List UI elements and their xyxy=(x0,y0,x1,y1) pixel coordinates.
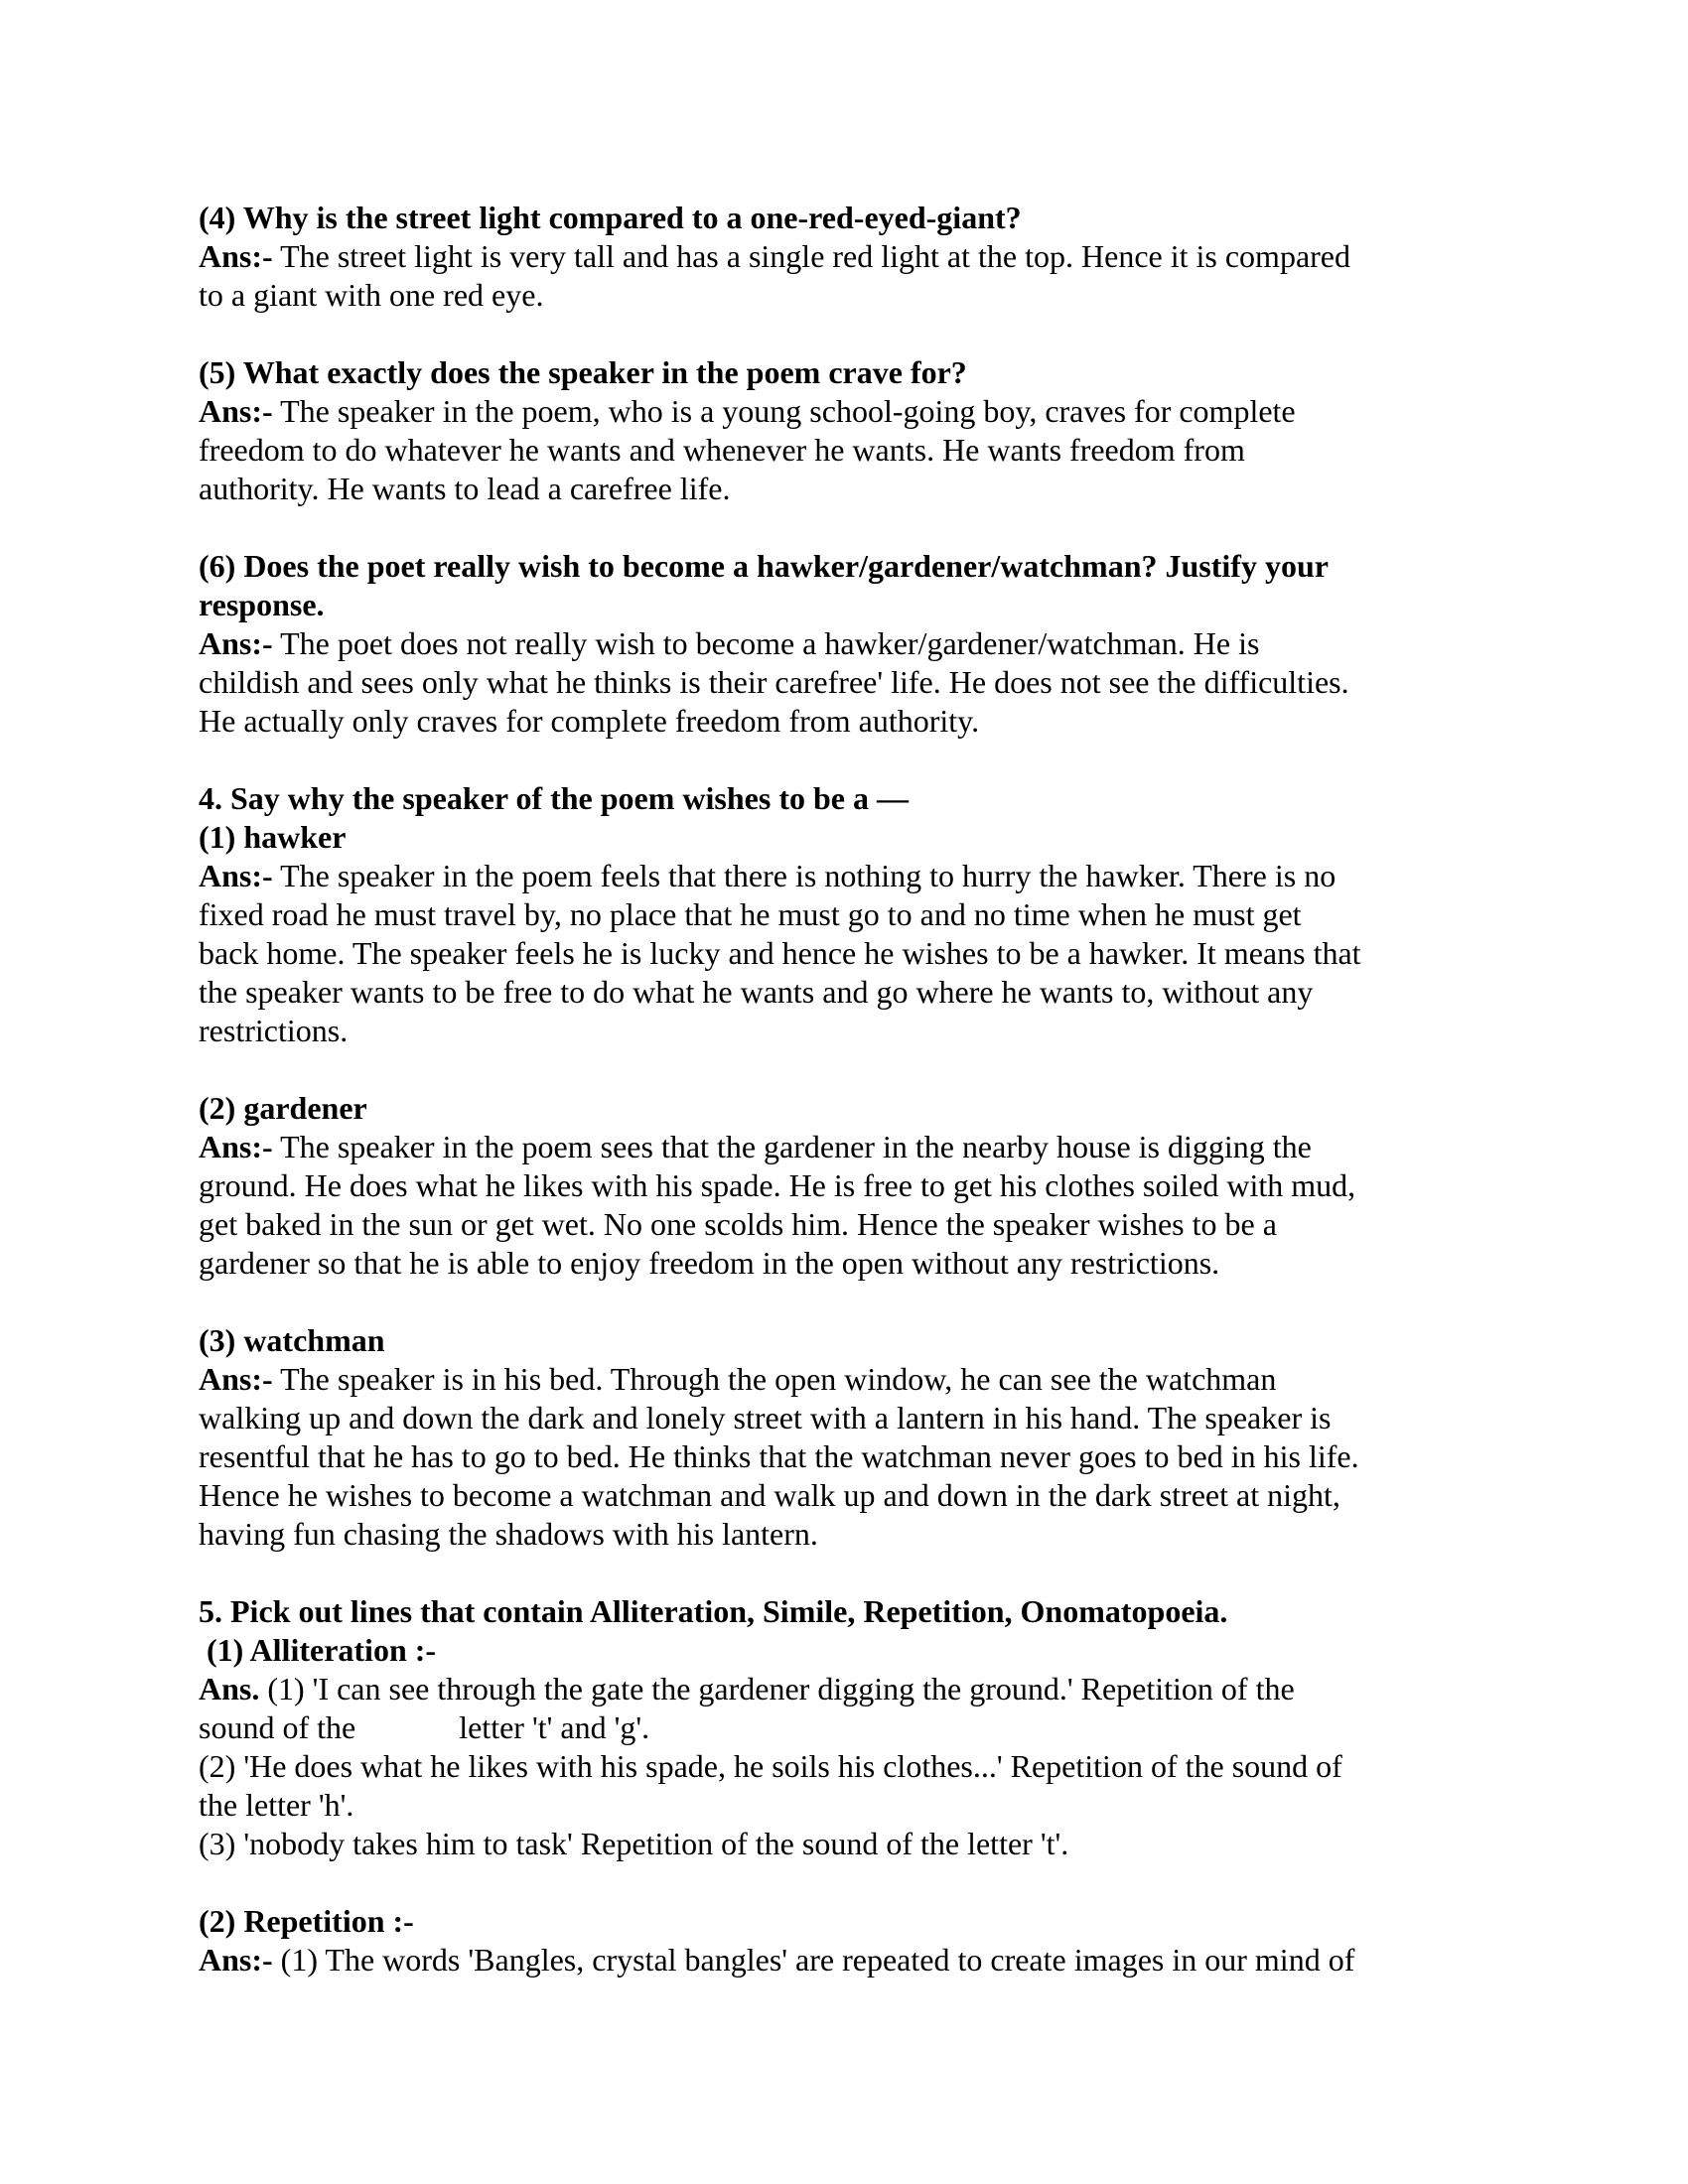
answer-line: gardener so that he is able to enjoy freedom in the open without any restrictions. xyxy=(199,1245,1220,1281)
answer-prefix: Ans:- xyxy=(199,1129,273,1164)
answer-line: Ans. (1) 'I can see through the gate the gardener digging the ground.' Repetition of the xyxy=(199,1671,1295,1706)
answer-line: Ans:- The speaker in the poem sees that the gardener in the nearby house is digging the xyxy=(199,1129,1312,1164)
answer-line: sound of the letter 't' and 'g'. xyxy=(199,1709,650,1745)
blank-line xyxy=(199,508,1549,547)
answer-prefix: Ans. xyxy=(199,1671,260,1706)
answer-line: (3) 'nobody takes him to task' Repetition of the sound of the letter 't'. xyxy=(199,1826,1069,1861)
answer-line: ground. He does what he likes with his spade. He is free to get his clothes soiled with mud, xyxy=(199,1167,1356,1203)
blank-line xyxy=(199,1050,1549,1089)
heading-line: (1) Alliteration :- xyxy=(199,1632,437,1668)
blank-line xyxy=(199,1554,1549,1592)
heading-line: 5. Pick out lines that contain Alliteration, Simile, Repetition, Onomatopoeia. xyxy=(199,1593,1228,1629)
answer-line: the speaker wants to be free to do what he wants and go where he wants to, without any xyxy=(199,974,1314,1010)
answer-line: Ans:- The speaker is in his bed. Through the open window, he can see the watchman xyxy=(199,1361,1277,1397)
answer-line: the letter 'h'. xyxy=(199,1787,354,1823)
answer-prefix: Ans:- xyxy=(199,393,273,429)
blank-line xyxy=(199,315,1549,353)
heading-line: (5) What exactly does the speaker in the poem crave for? xyxy=(199,354,967,390)
answer-line: Ans:- The poet does not really wish to become a hawker/gardener/watchman. He is xyxy=(199,625,1260,661)
answer-line: to a giant with one red eye. xyxy=(199,277,544,313)
heading-line: (2) gardener xyxy=(199,1090,367,1126)
answer-line: childish and sees only what he thinks is their carefree' life. He does not see the difficulties. xyxy=(199,664,1349,700)
answer-prefix: Ans:- xyxy=(199,625,273,661)
heading-line: 4. Say why the speaker of the poem wishes to be a — xyxy=(199,780,909,816)
answer-prefix: Ans:- xyxy=(199,238,273,274)
answer-line: having fun chasing the shadows with his lantern. xyxy=(199,1516,818,1552)
heading-line: (3) watchman xyxy=(199,1322,385,1358)
answer-prefix: Ans:- xyxy=(199,1942,273,1978)
answer-prefix: Ans:- xyxy=(199,858,273,893)
heading-line: (1) hawker xyxy=(199,819,347,855)
heading-line: (6) Does the poet really wish to become a hawker/gardener/watchman? Justify your xyxy=(199,548,1329,584)
document-content xyxy=(199,199,1549,1979)
answer-line: fixed road he must travel by, no place that he must go to and no time when he must get xyxy=(199,896,1302,932)
answer-prefix: Ans:- xyxy=(199,1361,273,1397)
blank-line xyxy=(199,741,1549,779)
answer-line: freedom to do whatever he wants and whenever he wants. He wants freedom from xyxy=(199,432,1245,468)
answer-line: Ans:- The speaker in the poem feels that there is nothing to hurry the hawker. There is no xyxy=(199,858,1336,893)
blank-line xyxy=(199,1283,1549,1321)
answer-line: get baked in the sun or get wet. No one scolds him. Hence the speaker wishes to be a xyxy=(199,1206,1277,1242)
blank-line xyxy=(199,1863,1549,1902)
answer-line: back home. The speaker feels he is lucky and hence he wishes to be a hawker. It means that xyxy=(199,935,1361,971)
answer-line: He actually only craves for complete freedom from authority. xyxy=(199,703,980,739)
heading-line: (2) Repetition :- xyxy=(199,1903,414,1939)
answer-line: resentful that he has to go to bed. He thinks that the watchman never goes to bed in his life. xyxy=(199,1438,1359,1474)
answer-line: Ans:- (1) The words 'Bangles, crystal bangles' are repeated to create images in our mind of xyxy=(199,1942,1355,1978)
answer-line: Ans:- The speaker in the poem, who is a young school-going boy, craves for complete xyxy=(199,393,1296,429)
heading-line: (4) Why is the street light compared to a one-red-eyed-giant? xyxy=(199,200,1022,235)
answer-line: authority. He wants to lead a carefree life. xyxy=(199,471,731,506)
answer-line: walking up and down the dark and lonely street with a lantern in his hand. The speaker is xyxy=(199,1400,1332,1435)
heading-line: response. xyxy=(199,587,325,622)
answer-line: (2) 'He does what he likes with his spade, he soils his clothes...' Repetition of the sound of xyxy=(199,1748,1342,1784)
answer-line: Hence he wishes to become a watchman and walk up and down in the dark street at night, xyxy=(199,1477,1340,1513)
answer-line: Ans:- The street light is very tall and has a single red light at the top. Hence it is compared xyxy=(199,238,1350,274)
answer-line: restrictions. xyxy=(199,1013,349,1048)
